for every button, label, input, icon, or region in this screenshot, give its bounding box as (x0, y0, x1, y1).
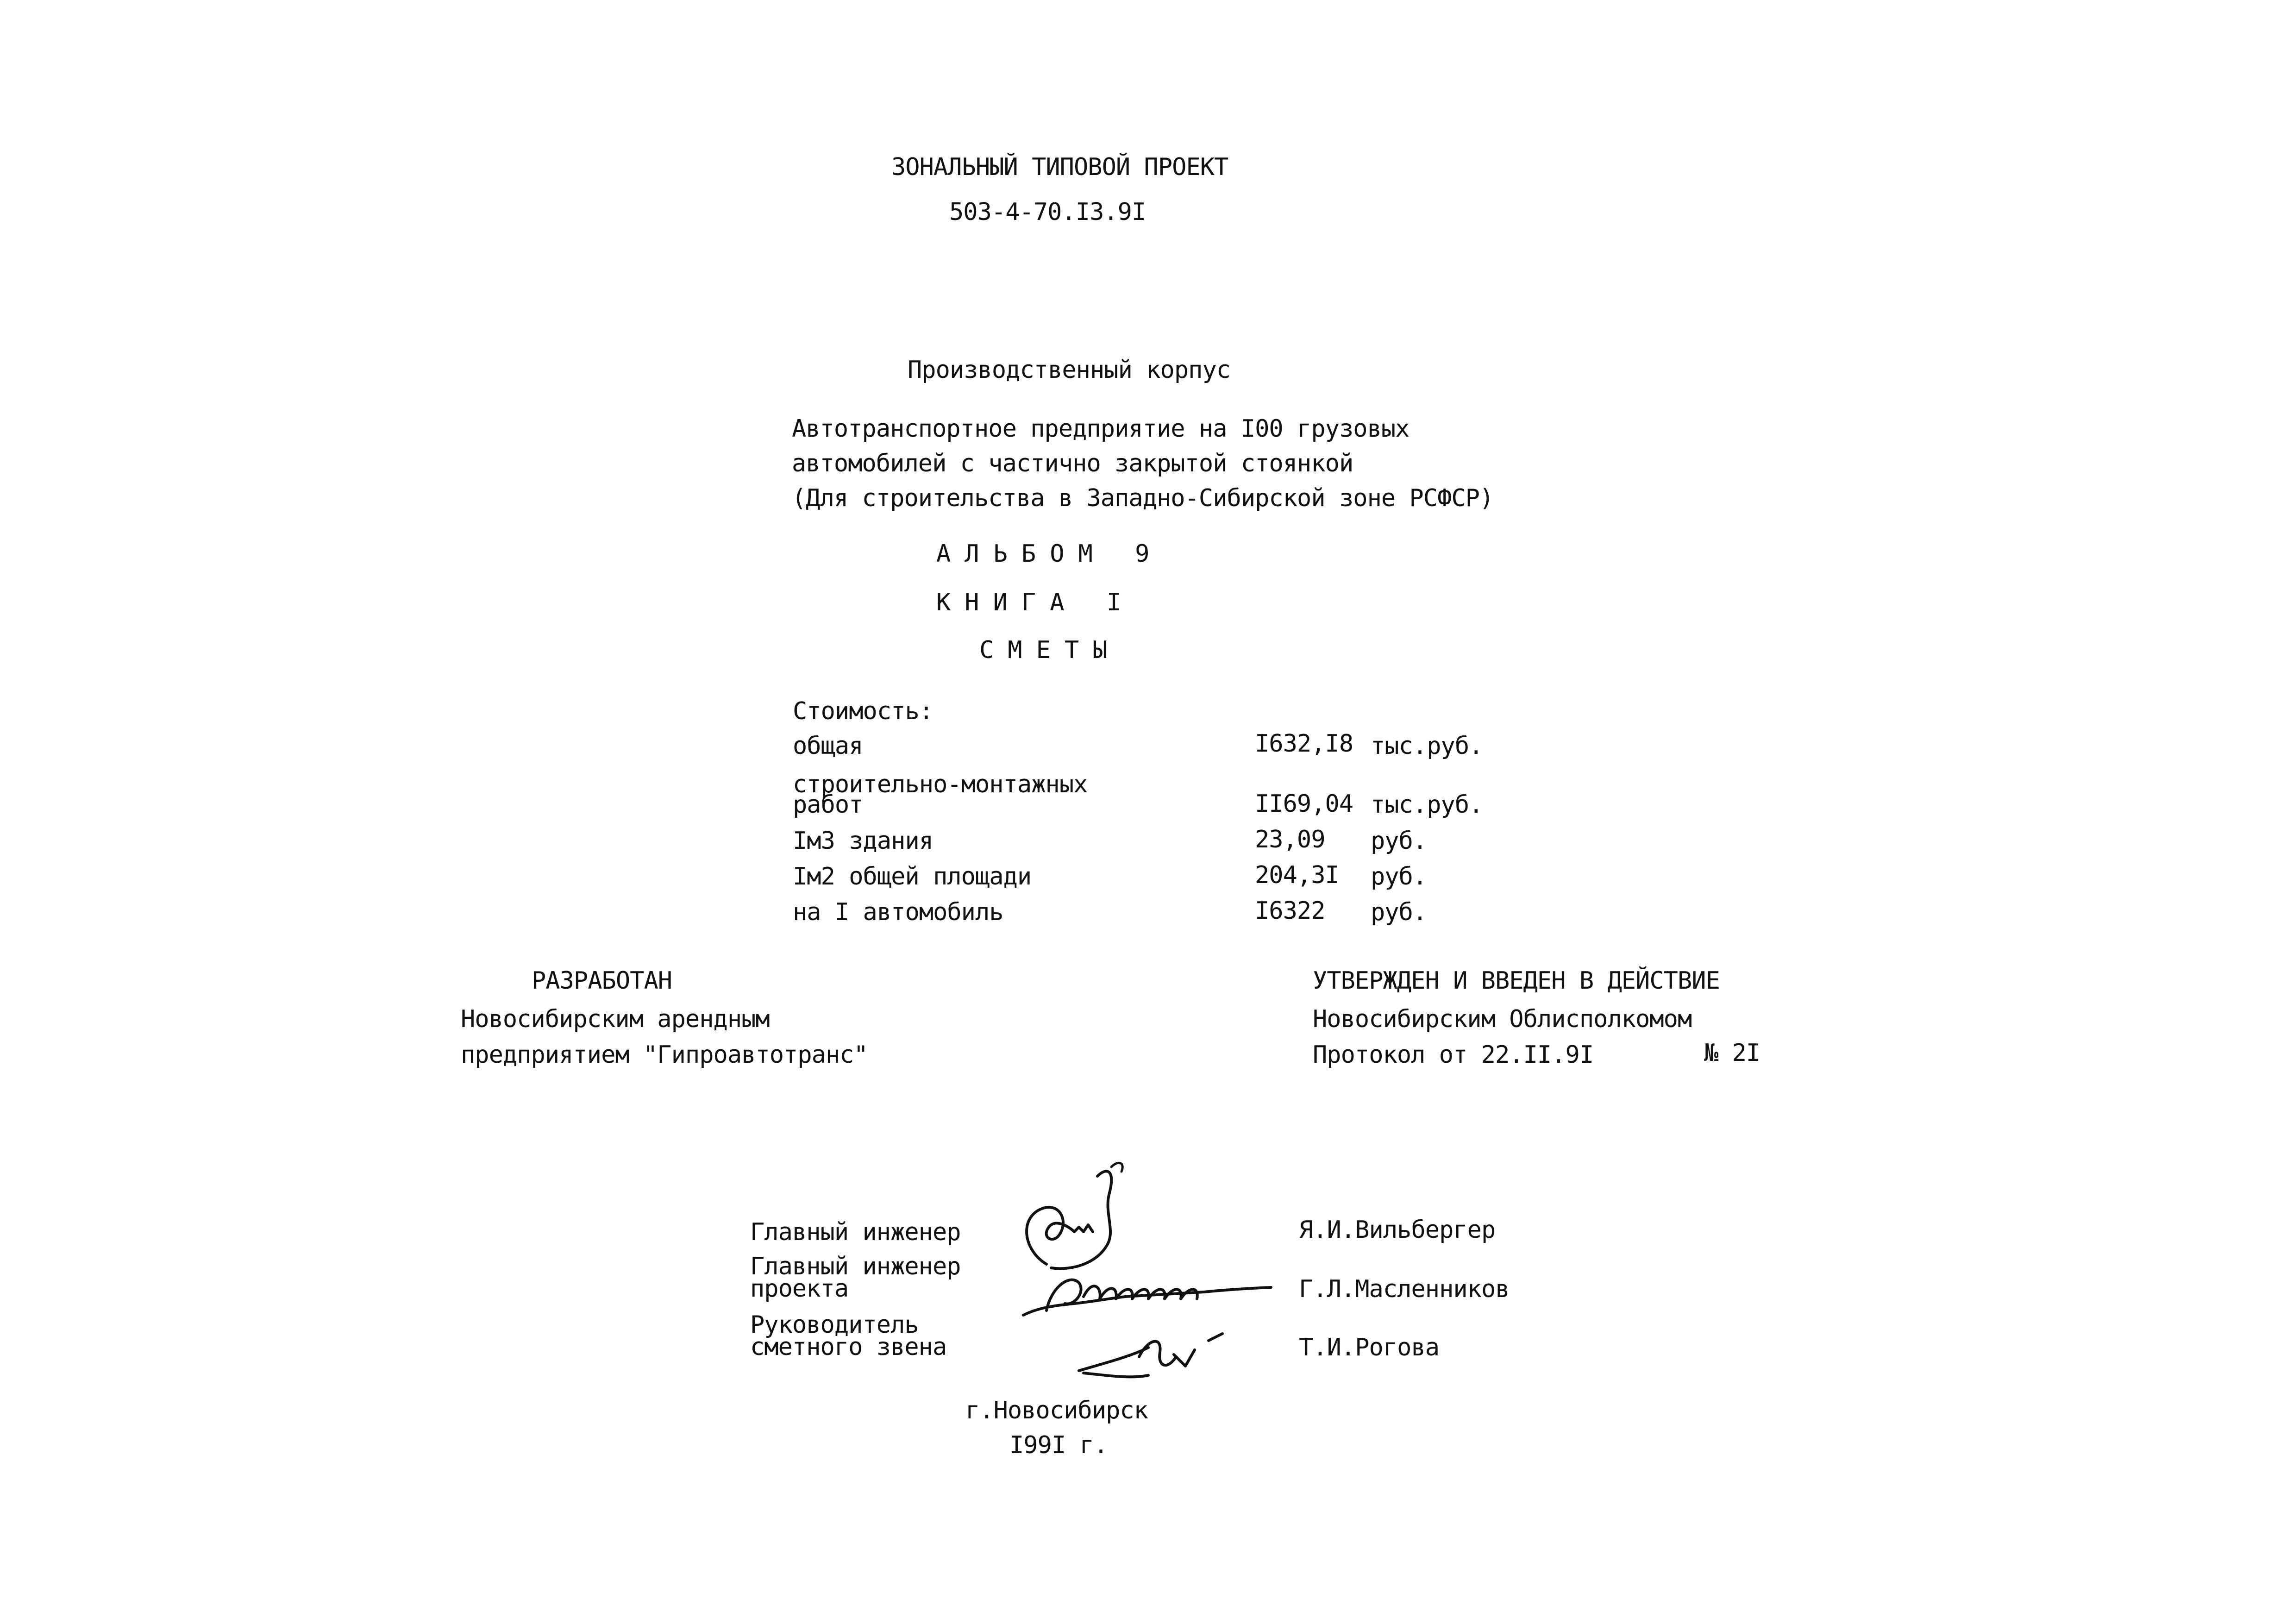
cost-label-total: общая (793, 732, 863, 760)
signatory-name-chief-engineer: Я.И.Вильбергер (1299, 1216, 1496, 1244)
approved-protocol-number: № 2I (1704, 1039, 1760, 1067)
object-description-line-2: автомобилей с частично закрытой стоянкой (792, 450, 1353, 477)
signatory-role-project-engineer-line-1: Главный инженер (750, 1253, 961, 1280)
cost-label-construction-line-1: строительно-монтажных (793, 771, 1088, 798)
cost-value-per-m2: 204,3I (1255, 861, 1339, 889)
signature-project-engineer (1019, 1260, 1278, 1329)
signatory-role-estimate-lead-line-2: сметного звена (750, 1333, 947, 1361)
signatory-name-estimate-lead: Т.И.Рогова (1299, 1334, 1440, 1361)
signatory-role-estimate-lead-line-1: Руководитель (750, 1311, 919, 1339)
cost-unit-per-m2: руб. (1371, 863, 1427, 890)
signatory-name-project-engineer: Г.Л.Масленников (1299, 1275, 1510, 1303)
document-type: ЗОНАЛЬНЫЙ ТИПОВОЙ ПРОЕКТ (891, 153, 1228, 181)
cost-value-per-m3: 23,09 (1255, 826, 1325, 853)
cost-label-per-m2: Iм2 общей площади (793, 863, 1032, 890)
object-name: Производственный корпус (908, 356, 1231, 384)
object-description-line-3: (Для строительства в Западно-Сибирской зоне РСФСР) (792, 484, 1494, 512)
cost-label-per-m3: Iм3 здания (793, 827, 933, 855)
approved-title: УТВЕРЖДЕН И ВВЕДЕН В ДЕЙСТВИЕ (1313, 967, 1720, 995)
signatory-role-chief-engineer: Главный инженер (750, 1218, 961, 1246)
city: г.Новосибирск (965, 1397, 1148, 1424)
cost-value-per-vehicle: I6322 (1255, 897, 1325, 925)
cost-label-per-vehicle: на I автомобиль (793, 898, 1003, 926)
book-number: КНИГА I (936, 589, 1135, 616)
cost-value-total: I632,I8 (1255, 730, 1353, 758)
developed-line-1: Новосибирским арендным (461, 1005, 770, 1033)
cost-value-construction: II69,04 (1255, 790, 1353, 818)
cost-unit-per-m3: руб. (1371, 827, 1427, 855)
cost-unit-per-vehicle: руб. (1371, 898, 1427, 926)
album-number: АЛЬБОМ 9 (936, 540, 1164, 568)
project-code: 503-4-70.I3.9I (949, 198, 1146, 226)
developed-line-2: предприятием "Гипроавтотранс" (461, 1041, 868, 1069)
cost-unit-construction: тыс.руб. (1371, 791, 1483, 819)
signatory-role-project-engineer-line-2: проекта (750, 1275, 849, 1303)
cost-heading: Стоимость: (793, 697, 933, 725)
developed-title: РАЗРАБОТАН (532, 967, 672, 995)
cost-label-construction-line-2: работ (793, 791, 863, 819)
approved-protocol: Протокол от 22.II.9I (1313, 1041, 1594, 1069)
signature-estimate-lead (1074, 1329, 1232, 1385)
volume-type: СМЕТЫ (979, 636, 1121, 664)
approved-line-1: Новосибирским Облисполкомом (1313, 1005, 1692, 1033)
cost-unit-total: тыс.руб. (1371, 732, 1483, 760)
object-description-line-1: Автотранспортное предприятие на I00 грузовых (792, 415, 1410, 443)
year: I99I г. (1009, 1431, 1108, 1459)
